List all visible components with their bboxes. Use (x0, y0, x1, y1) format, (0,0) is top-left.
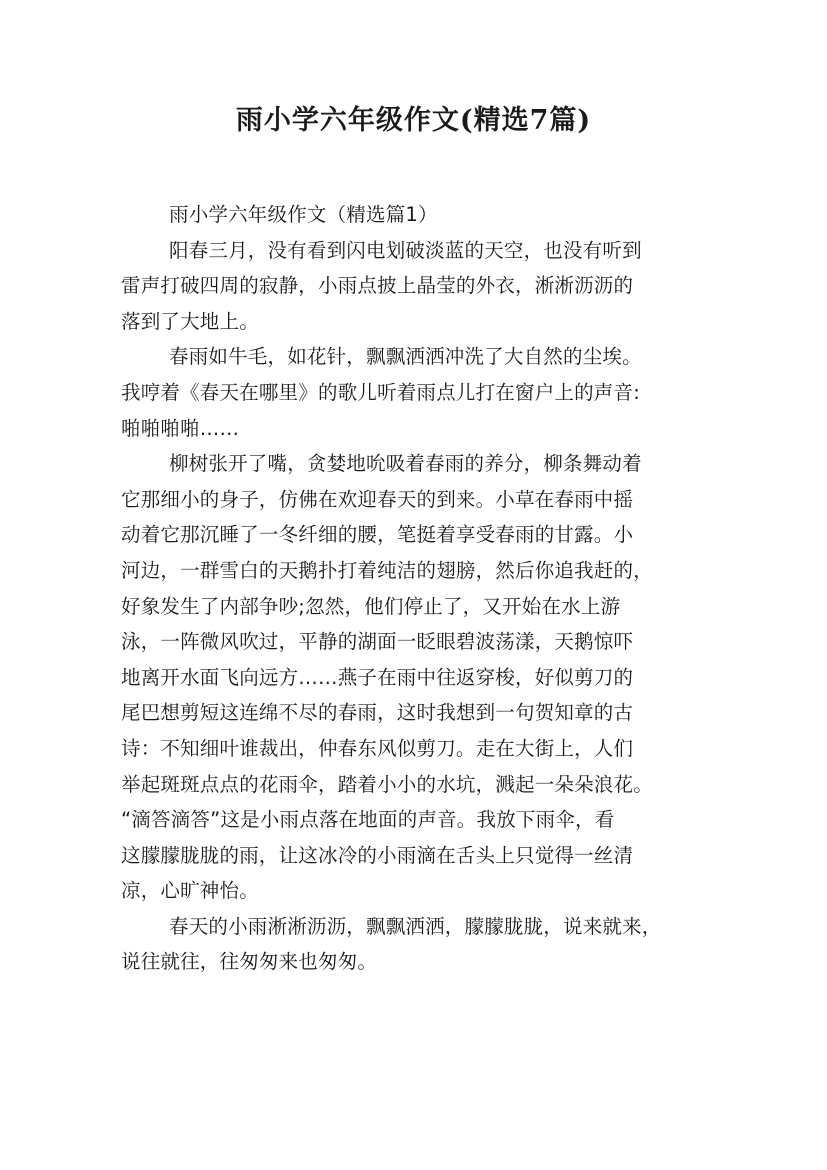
text-line: 好象发生了内部争吵;忽然，他们停止了，又开始在水上游 (121, 594, 621, 618)
text-line: 凉，心旷神怡。 (121, 879, 259, 903)
text-line: 这朦朦胧胧的雨，让这冰冷的小雨滴在舌头上只觉得一丝清 (121, 843, 634, 867)
text-line: 它那细小的身子，仿佛在欢迎春天的到来。小草在春雨中摇 (121, 487, 634, 511)
text-line: 落到了大地上。 (121, 309, 259, 333)
text-line: 啪啪啪啪…… (121, 416, 240, 440)
text-line: 柳树张开了嘴，贪婪地吮吸着春雨的养分，柳条舞动着 (169, 452, 642, 476)
page-title: 雨小学六年级作文(精选7篇) (235, 105, 592, 136)
text-line: 雨小学六年级作文（精选篇1） (169, 203, 438, 226)
text-line: 举起斑斑点点的花雨伞，踏着小小的水坑，溅起一朵朵浪花。 (121, 772, 653, 796)
text-line: “滴答滴答”这是小雨点落在地面的声音。我放下雨伞，看 (121, 808, 615, 832)
text-line: 地离开水面飞向远方……燕子在雨中往返穿梭，好似剪刀的 (121, 665, 634, 689)
text-line: 雷声打破四周的寂静，小雨点披上晶莹的外衣，淅淅沥沥的 (121, 274, 634, 298)
text-line: 动着它那沉睡了一冬纤细的腰，笔挺着享受春雨的甘露。小 (121, 523, 634, 547)
text-line: 泳，一阵微风吹过，平静的湖面一眨眼碧波荡漾，天鹅惊吓 (121, 630, 634, 654)
document-body (121, 197, 711, 980)
text-line: 春雨如牛毛，如花针，飘飘洒洒冲洗了大自然的尘埃。 (169, 345, 642, 369)
text-line: 诗：不知细叶谁裁出，仲春东风似剪刀。走在大街上，人们 (121, 736, 634, 760)
text-line: 我哼着《春天在哪里》的歌儿听着雨点儿打在窗户上的声音: (121, 380, 640, 404)
text-line: 阳春三月，没有看到闪电划破淡蓝的天空，也没有听到 (169, 238, 642, 262)
text-line: 河边，一群雪白的天鹅扑打着纯洁的翅膀，然后你追我赶的， (121, 558, 653, 582)
text-line: 尾巴想剪短这连绵不尽的春雨，这时我想到一句贺知章的古 (121, 701, 634, 725)
text-line: 春天的小雨淅淅沥沥，飘飘洒洒，朦朦胧胧，说来就来， (169, 914, 662, 938)
text-line: 说往就往，往匆匆来也匆匆。 (121, 950, 378, 974)
